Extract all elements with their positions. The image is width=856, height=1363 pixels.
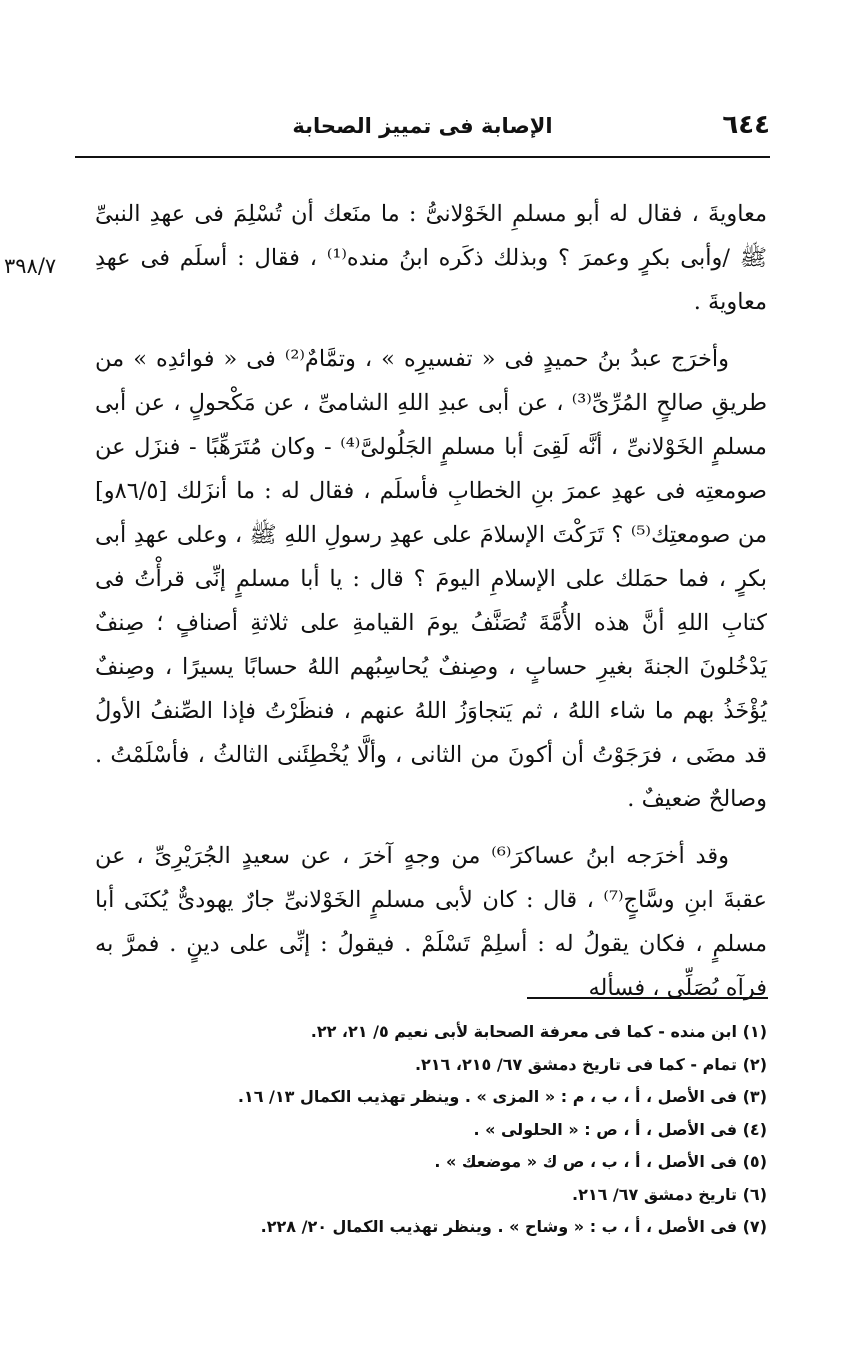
- footnote: (٢) تمام - كما فى تاريخ دمشق ٦٧/ ٢١٥، ٢١٦.: [414, 1054, 767, 1074]
- footnote: (٧) فى الأصل ، أ ، ب : « وشاح » . وينظر تهذيب الكمال ٢٠/ ٢٢٨.: [260, 1217, 767, 1236]
- running-title: الإصابة فى تمييز الصحابة: [292, 114, 553, 138]
- footnote: (٦) تاريخ دمشق ٦٧/ ٢١٦.: [571, 1184, 767, 1204]
- paragraph: وأخرَج عبدُ بنُ حميدٍ فى « تفسيرِه » ، وتمَّامٌ⁽²⁾ فى « فوائدِه » من طريقِ صالحٍ المُرِّىِّ⁽³⁾ ، عن أبى عبدِ اللهِ الشامىِّ ، عن مَكْحولٍ ، عن أبى مسلمٍ الخَوْلانىِّ ، أنَّه لَقِىَ أبا مسلمٍ الجَلُولىَّ⁽⁴⁾ - وكان مُتَرَهِّبًا - فنزَل عن صومعتِه فى عهدِ عمرَ بنِ الخطابِ فأسلَم ، فقال له : ما أنزَلك [٨٦/٥و] من صومعتِك⁽⁵⁾ ؟ تَرَكْتَ الإسلامَ على عهدِ رسولِ اللهِ ﷺ ، وعلى عهدِ أبى بكرٍ ، فما حمَلك على الإسلامِ اليومَ ؟ قال : يا أبا مسلمٍ إنِّى قرأْتُ فى كتابِ اللهِ أنَّ هذه الأُمَّةَ تُصَنَّفُ يومَ القيامةِ على ثلاثةِ أصنافٍ ؛ صِنفٌ يَدْخُلونَ الجنةَ بغيرِ حسابٍ ، وصِنفٌ يُحاسِبُهم اللهُ حسابًا يسيرًا ، وصِنفٌ يُؤْخَذُ بهم ما شاء اللهُ ، ثم يَتجاوَزُ اللهُ عنهم ، فنظَرْتُ فإذا الصِّنفُ الأولُ قد مضَى ، فرَجَوْتُ أن أكونَ من الثانى ، وألَّا يُخْطِئَنى الثالثُ ، فأسْلَمْتُ . وصالحٌ ضعيفٌ .: [95, 346, 767, 812]
- page-number: ٦٤٤: [722, 110, 770, 140]
- main-text: [95, 192, 767, 1010]
- footnote: (٤) فى الأصل ، أ ، ص : « الحلولى » .: [473, 1119, 767, 1139]
- footnote: (٣) فى الأصل ، أ ، ب ، م : « المزى » . وينظر تهذيب الكمال ١٣/ ١٦.: [237, 1087, 767, 1106]
- paragraph: معاويةَ ، فقال له أبو مسلمِ الخَوْلانىُّ : ما منَعك أن تُسْلِمَ فى عهدِ النبىِّ ﷺ /وأبى بكرٍ وعمرَ ؟ وبذلك ذكَره ابنُ منده⁽¹⁾ ، فقال : أسلَم فى عهدِ معاويةَ .: [95, 201, 768, 315]
- paragraph: وقد أخرَجه ابنُ عساكرَ⁽⁶⁾ من وجهٍ آخرَ ، عن سعيدٍ الجُرَيْرِىِّ ، عن عقبةَ ابنِ وسَّاجٍ⁽⁷⁾ ، قال : كان لأبى مسلمٍ الخَوْلانىِّ جارٌ يهودىٌّ يُكنَى أبا مسلمٍ ، فكان يقولُ له : أسلِمْ تَسْلَمْ . فيقولُ : إنِّى على دينٍ . فمرَّ به فرآه يُصَلِّى ، فسأله: [95, 843, 767, 1001]
- margin-reference: ٣٩٨/٧: [4, 254, 57, 278]
- footnotes: [150, 1016, 767, 1244]
- footnote: (١) ابن منده - كما فى معرفة الصحابة لأبى نعيم ٥/ ٢١، ٢٢.: [310, 1022, 767, 1041]
- footnote-rule: [527, 997, 768, 999]
- header-rule: [75, 156, 770, 158]
- footnote: (٥) فى الأصل ، أ ، ب ، ص ك « موضعك » .: [434, 1152, 767, 1171]
- page-header: [75, 110, 770, 150]
